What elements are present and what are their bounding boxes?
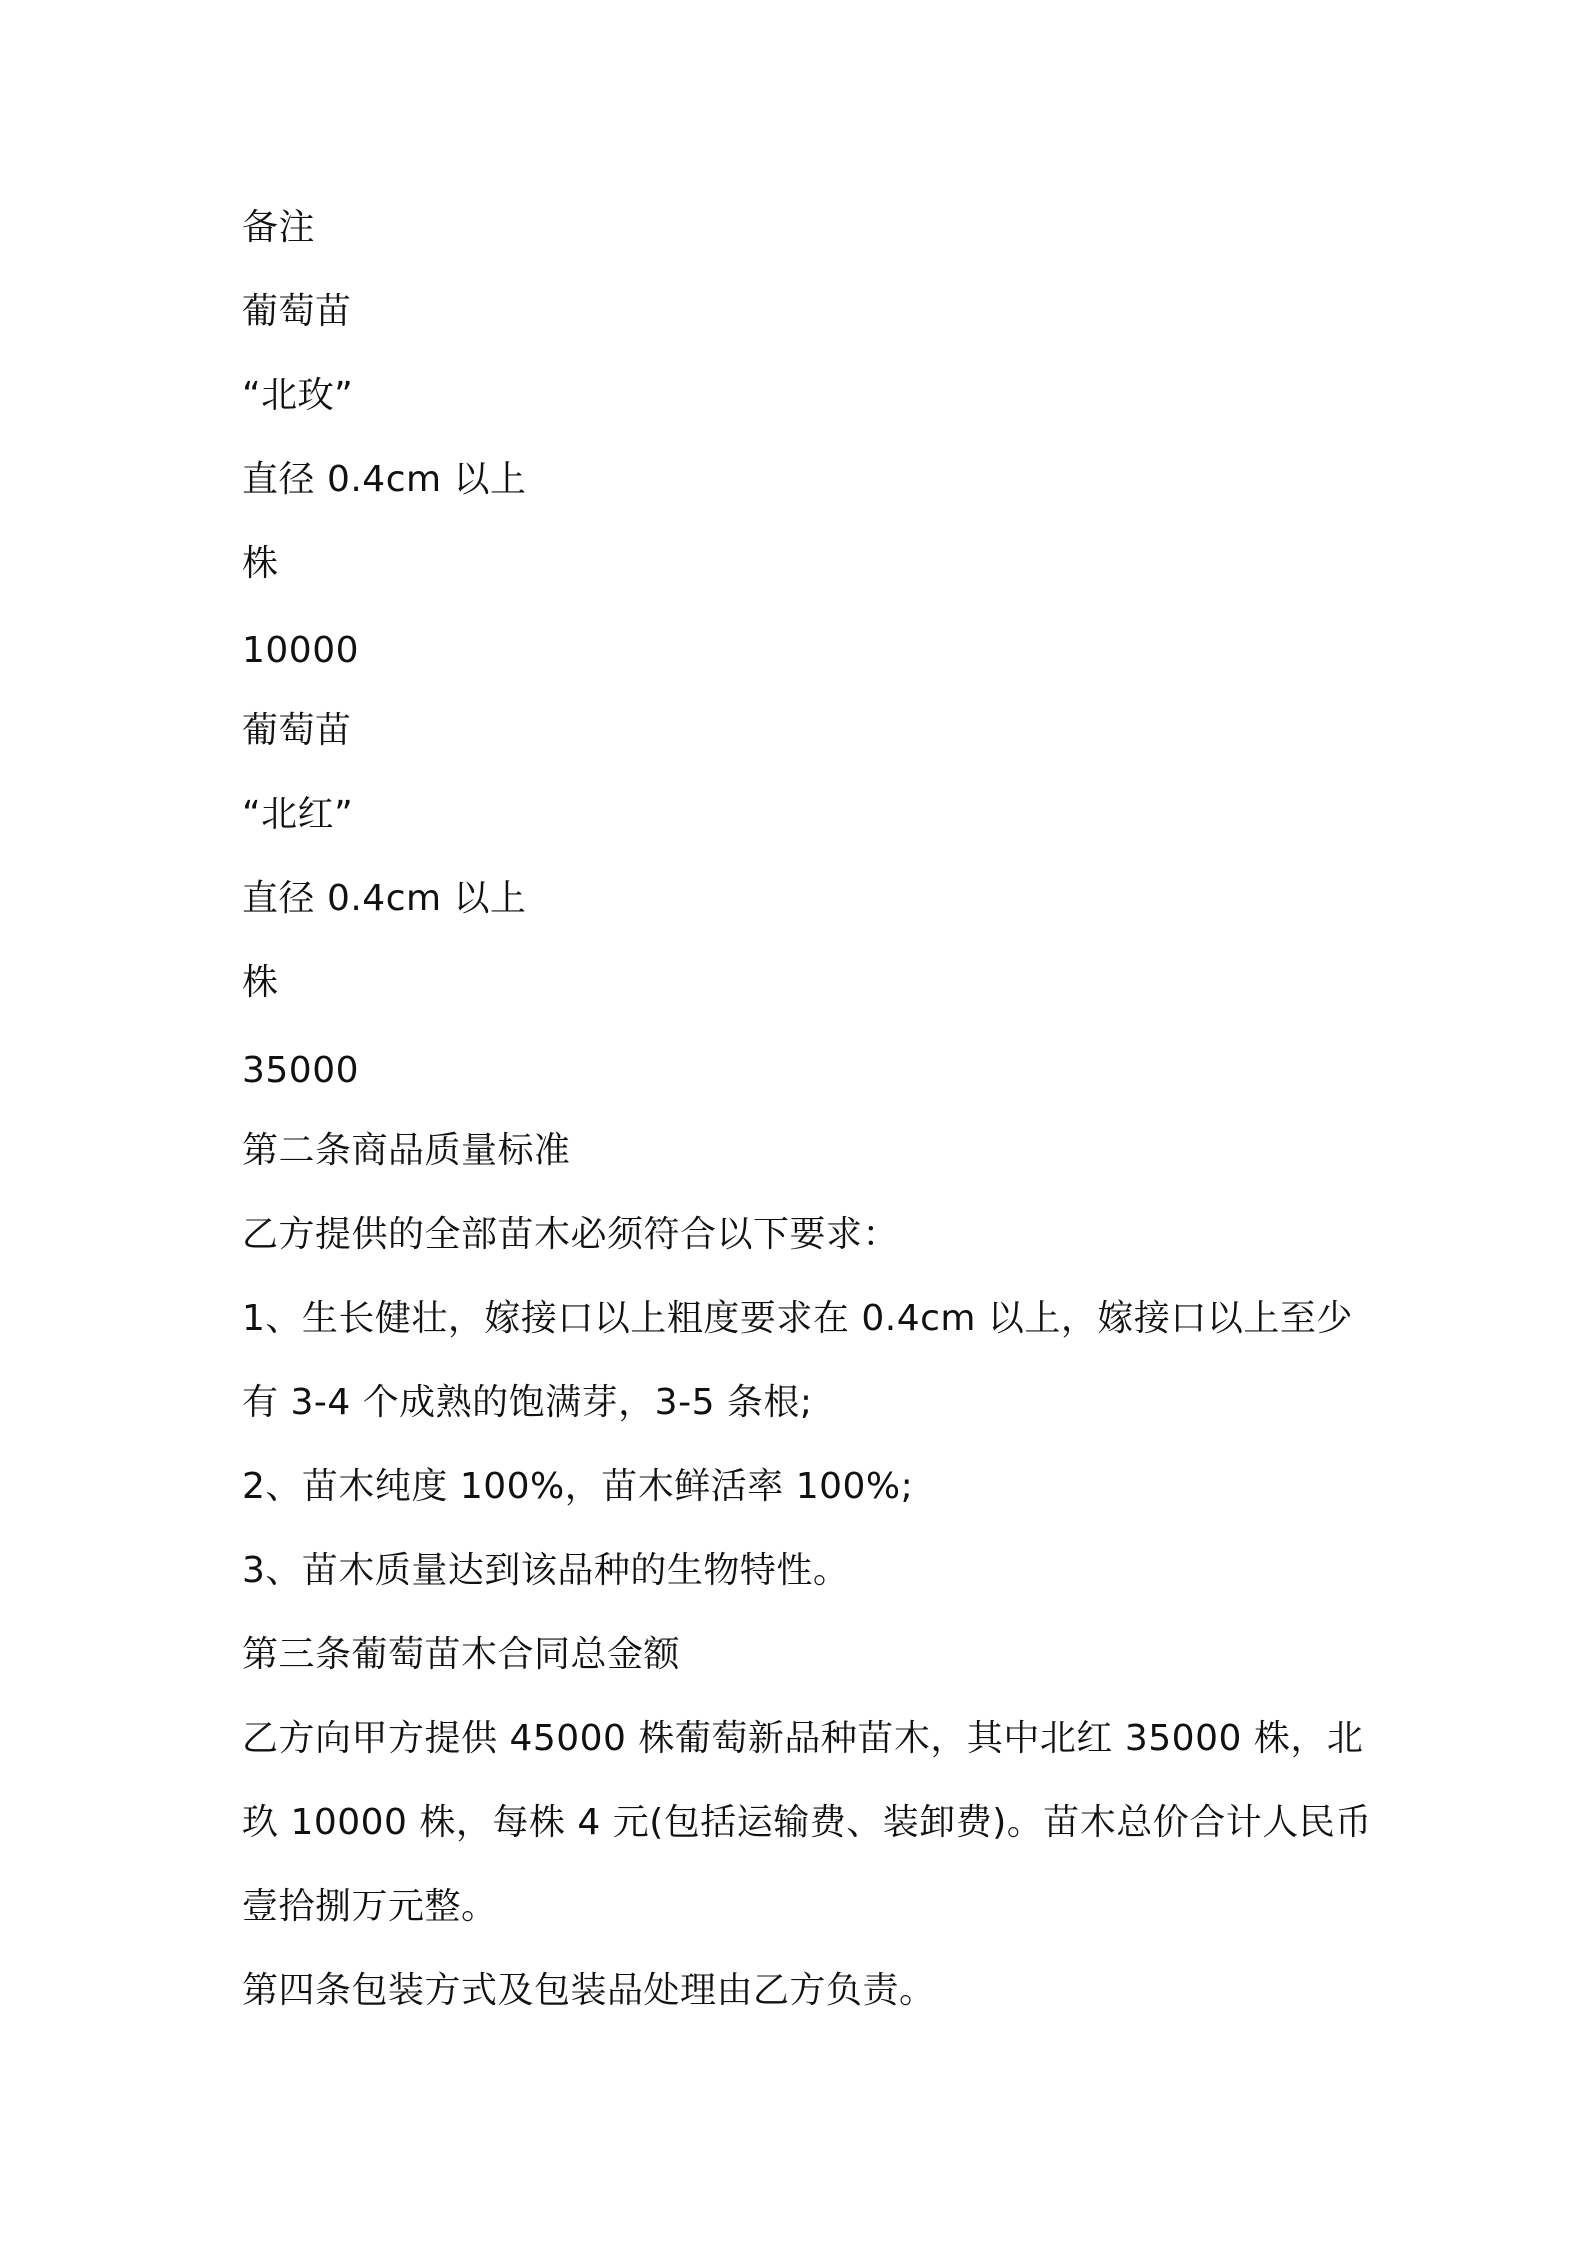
remark-label: 备注: [242, 207, 316, 248]
variety-1: “北玫”: [242, 375, 354, 416]
article-3-heading: 第三条葡萄苗木合同总金额: [242, 1634, 681, 1675]
article-2-heading: 第二条商品质量标准: [242, 1130, 571, 1171]
article-3-text-2: 玖 10000 株，每株 4 元(包括运输费、装卸费)。苗木总价合计人民币: [242, 1802, 1372, 1843]
article-3-text-1: 乙方向甲方提供 45000 株葡萄新品种苗木，其中北红 35000 株，北: [242, 1718, 1364, 1759]
quantity-2: 35000: [242, 1050, 360, 1091]
requirement-2: 2、苗木纯度 100%，苗木鲜活率 100%;: [242, 1466, 914, 1507]
product-name-2: 葡萄苗: [242, 710, 352, 751]
requirement-1-cont: 有 3-4 个成熟的饱满芽，3-5 条根;: [242, 1382, 813, 1423]
unit-1: 株: [242, 543, 279, 584]
quantity-1: 10000: [242, 630, 360, 671]
spec-1: 直径 0.4cm 以上: [242, 459, 527, 500]
article-4-heading: 第四条包装方式及包装品处理由乙方负责。: [242, 1970, 936, 2011]
article-3-text-3: 壹拾捌万元整。: [242, 1886, 498, 1927]
product-name-1: 葡萄苗: [242, 291, 352, 332]
spec-2: 直径 0.4cm 以上: [242, 878, 527, 919]
article-2-intro: 乙方提供的全部苗木必须符合以下要求：: [242, 1214, 900, 1255]
variety-2: “北红”: [242, 794, 354, 835]
requirement-1: 1、生长健壮，嫁接口以上粗度要求在 0.4cm 以上，嫁接口以上至少: [242, 1298, 1353, 1339]
requirement-3: 3、苗木质量达到该品种的生物特性。: [242, 1550, 850, 1591]
unit-2: 株: [242, 962, 279, 1003]
